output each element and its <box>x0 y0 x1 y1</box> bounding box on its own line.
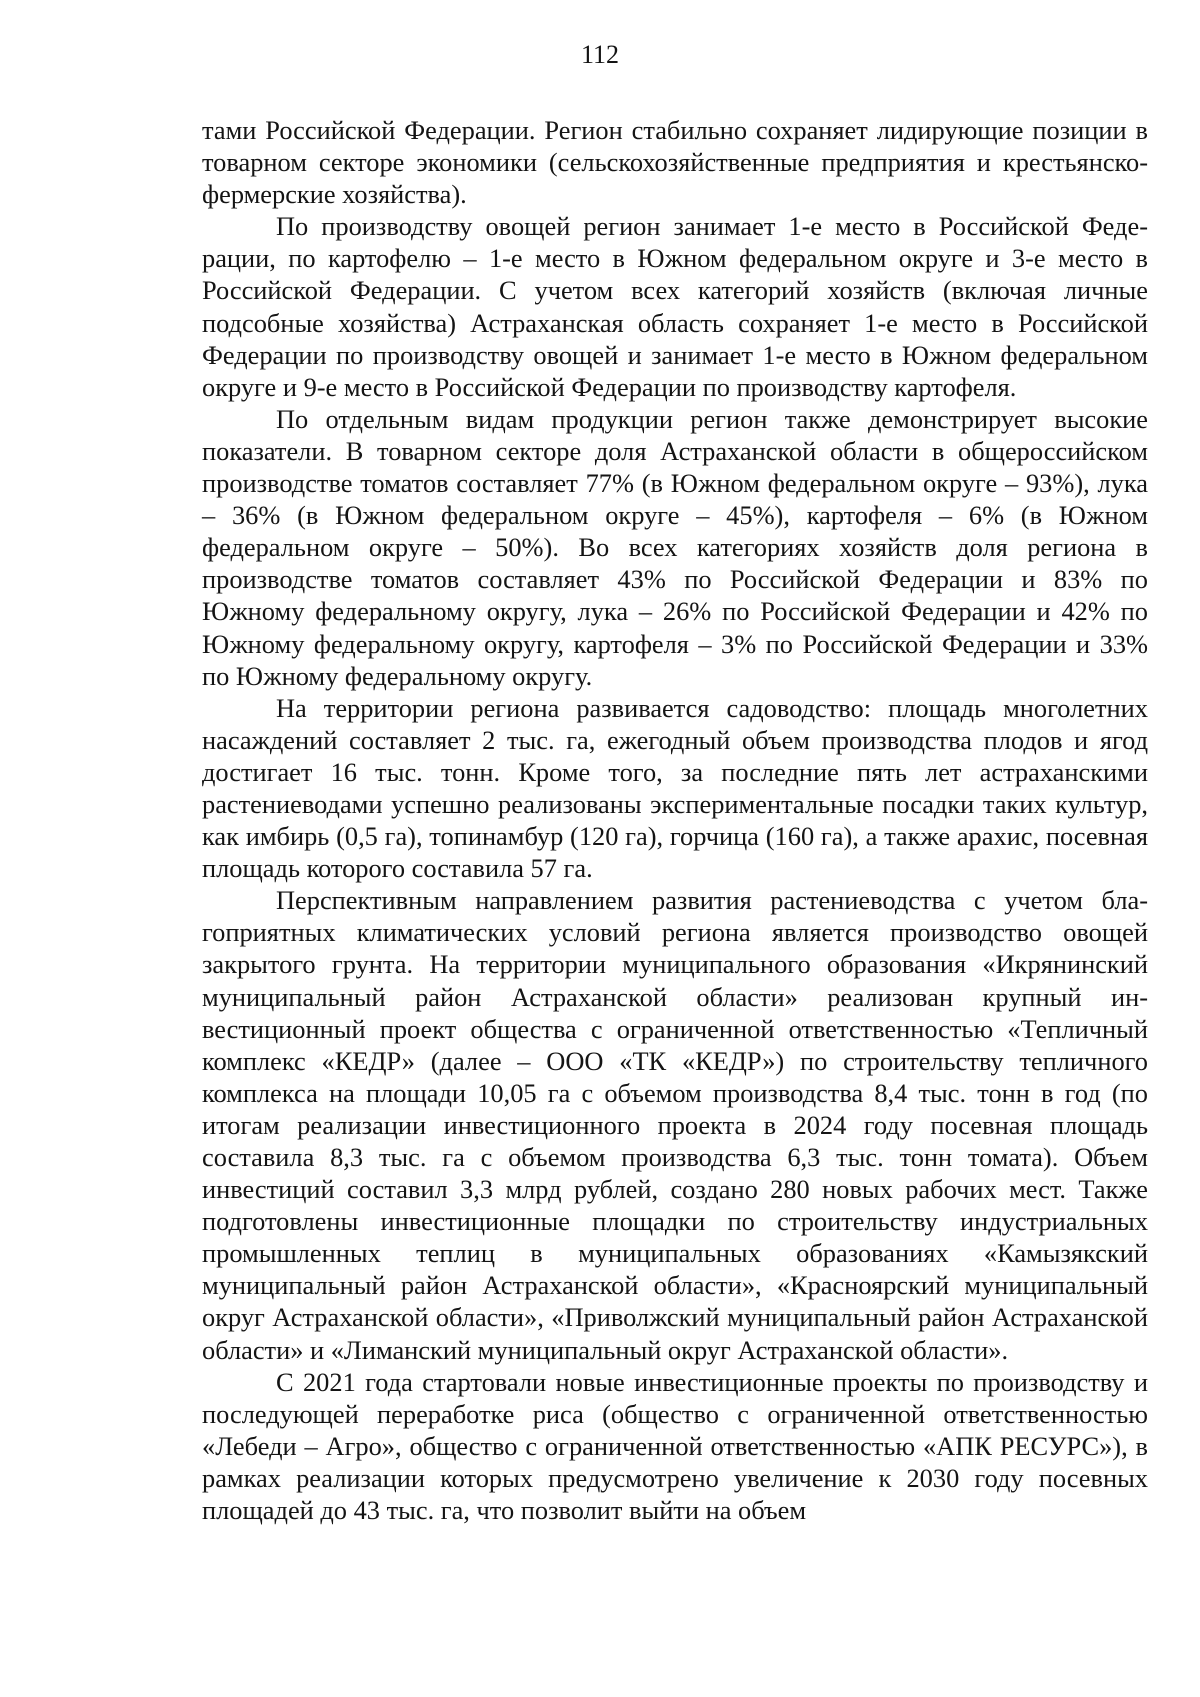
paragraph-4: На территории региона развивается садоводство: площадь многолетних насаждений составляет 2 тыс. га, ежегодный объем производства плодов и ягод достигает 16 тыс. тонн. Кроме того, за последние пять лет астраханскими растениеводами успешно реализованы экспериментальные посадки таких культур, как имбирь (0,5 га), топинамбур (120 га), горчица (160 га), а также арахис, посевная площадь которого составила 57 га. <box>202 692 1148 884</box>
paragraph-3: По отдельным видам продукции регион также демонстрирует высокие показатели. В товарном секторе доля Астраханской области в общероссийском производстве томатов составляет 77% (в Южном федеральном округе – 93%), лука – 36% (в Южном федеральном округе – 45%), картофеля – 6% (в Южном федеральном округе – 50%). Во всех категориях хозяйств доля региона в производстве томатов составляет 43% по Российской Федерации и 83% по Южному федеральному округу, лука – 26% по Российской Федерации и 42% по Южному федеральному округу, картофеля – 3% по Российской Федерации и 33% по Южному федеральному округу. <box>202 403 1148 691</box>
paragraph-6: С 2021 года стартовали новые инвестиционные проекты по производству и последующей переработке риса (общество с ограниченной ответственностью «Лебеди – Агро», общество с ограниченной ответственностью «АПК РЕСУРС»), в рамках реализации которых предусмотрено увеличение к 2030 году посевных площадей до 43 тыс. га, что позволит выйти на объем <box>202 1366 1148 1526</box>
document-body <box>202 114 1148 1526</box>
paragraph-1: тами Российской Федерации. Регион стабильно сохраняет лидирующие позиции в товарном секторе экономики (сельскохозяйственные предприятия и крестьянско-фермерские хозяйства). <box>202 115 1148 210</box>
paragraph-5: Перспективным направлением развития растениеводства с учетом благоприятных климатических условий региона является производство овощей закрытого грунта. На территории муниципального образования «Икрянинский муниципальный район Астраханской области» реализован крупный инвестиционный проект общества с ограниченной ответственностью «Тепличный комплекс «КЕДР» (далее – ООО «ТК «КЕДР») по строительству тепличного комплекса на площади 10,05 га с объемом производства 8,4 тыс. тонн в год (по итогам реализации инвестиционного проекта в 2024 году посевная площадь составила 8,3 тыс. га с объемом производства 6,3 тыс. тонн томата). Объем инвестиций составил 3,3 млрд рублей, создано 280 новых рабочих мест. Также подготовлены инвестиционные площадки по строительству индустриальных промышленных теплиц в муниципальных образованиях «Камызякский муниципальный район Астраханской области», «Красноярский муниципальный округ Астраханской области», «Приволжский муниципальный район Астраханской области» и «Лиманский муниципальный округ Астраханской области». <box>202 885 1148 1365</box>
page-number: 112 <box>580 40 620 69</box>
paragraph-2: По производству овощей регион занимает 1-е место в Российской Федерации, по картофелю – 1-е место в Южном федеральном округе и 3-е место в Российской Федерации. С учетом всех категорий хозяйств (включая личные подсобные хозяйства) Астраханская область сохраняет 1-е место в Российской Федерации по производству овощей и занимает 1-е место в Южном федеральном округе и 9-е место в Российской Федерации по производству картофеля. <box>202 211 1148 402</box>
